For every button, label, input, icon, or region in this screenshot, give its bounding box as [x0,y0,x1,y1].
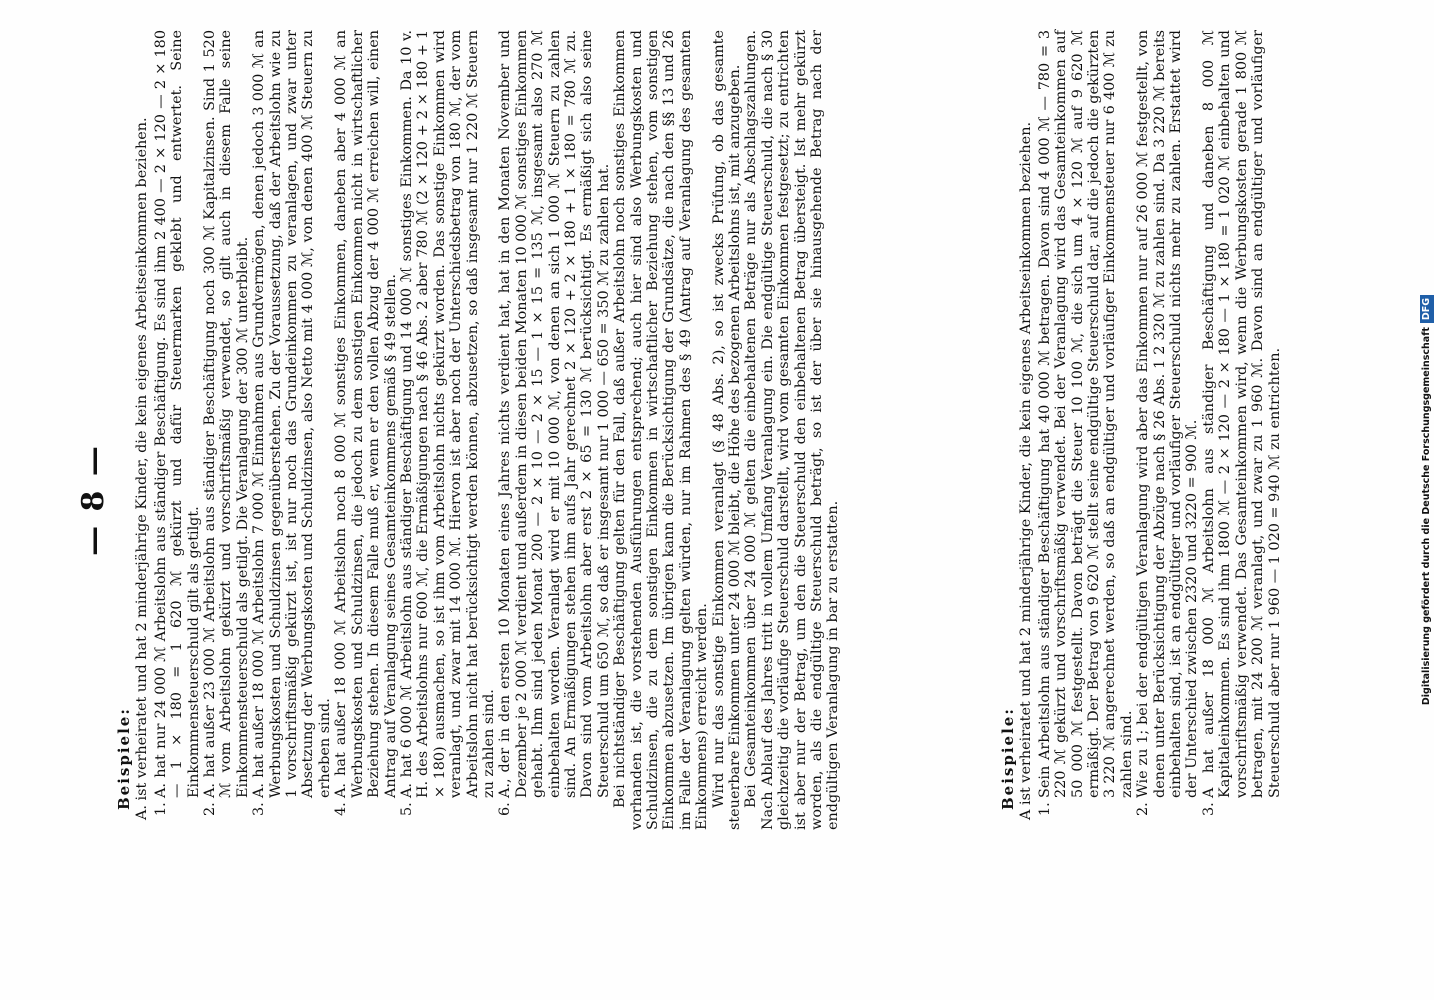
example-text: A. hat außer 23 000 ℳ Arbeitslohn aus ständiger Beschäftigung noch 300 ℳ Kapitalzinsen. Sind 1 520 ℳ vom Arbeitslohn gekürzt und vorschriftsmäßig verwendet, so gilt auch in diesem Falle seine Einkommensteuerschuld als getilgt. Die Veranlagung der 300 ℳ unterbleibt. [202,30,251,798]
section-heading: Beispiele: [999,707,1017,810]
example-number: 3. [251,802,268,816]
example-text: A. hat 6 000 ℳ Arbeitslohn aus ständiger Beschäftigung und 14 000 ℳ sonstiges Einkommen. Da 10 v. H. des Arbeitslohns nur 600 ℳ, die Ermäßigungen nach § 46 Abs. 2 aber 780 ℳ (2 × 120 + 2 × 180 + 1 × 180) ausmachen, so ist ihm vom Arbeitslohn nichts gekürzt worden. Das sonstige Einkommen wird veranlagt, und zwar mit 14 000 ℳ. Hiervon ist aber noch der Unterschiedsbetrag von 180 ℳ, der vom Arbeitslohn nicht hat berücksichtigt werden können, abzusetzen, so daß insgesamt nur 1 220 ℳ Steuern zu zahlen sind. [398,30,497,798]
example-text: Sein Arbeitslohn aus ständiger Beschäftigung hat 40 000 ℳ betragen. Davon sind 4 000 ℳ — 780 = 3 220 ℳ gekürzt und vorschriftsmäßig verwendet. Bei der Veranlagung wird das Gesamteinkommen auf 50 000 ℳ festgestellt. Davon beträgt die Steuer 10 100 ℳ, die sich um 4 × 120 ℳ auf 9 620 ℳ ermäßigt. Der Betrag von 9 620 ℳ stellt seine endgültige Steuerschuld dar, auf die jedoch die gekürzten 3 220 ℳ angerechnet werden, so daß an endgültiger und vorläufiger Einkommensteuer nur 6 400 ℳ zu zahlen sind. [1036,30,1135,798]
example-item [497,30,612,830]
example-item [202,30,251,830]
examples-section-2 [1000,30,1283,830]
example-number: 3. [1200,802,1217,816]
body-paragraph: Bei nichtständiger Beschäftigung gelten für den Fall, daß außer Arbeitslohn noch sonstiges Einkommen vorhanden ist, die vorstehenden Ausführungen entsprechend; auch hier sind also Werbungskosten und Schuldzinsen, die zu dem sonstigen Einkommen in wirtschaftlicher Beziehung stehen, vom sonstigen Einkommen abzusetzen. Im übrigen kann die Berücksichtigung der Grundsätze, die nach den §§ 13 und 26 im Falle der Veranlagung gelten würden, nur im Rahmen des § 49 (Antrag auf Veranlagung des gesamten Einkommens) erreicht werden. [612,30,711,830]
example-number: 6. [497,802,514,816]
body-paragraph: Bei Gesamteinkommen über 24 000 ℳ gelten die einbehaltenen Beträge nur als Abschlagszahlungen. Nach Ablauf des Jahres tritt in vollem Umfang Veranlagung ein. Die endgültige Steuerschuld, die nach § 30 gleichzeitig die vorläufige Steuerschuld darstellt, wird vom gesamten Einkommen festgesetzt; zu entrichten ist aber nur der Betrag, um den die Steuerschuld den einbehaltenen Betrag übersteigt. Ist mehr gekürzt worden, als die endgültige Steuerschuld beträgt, so ist der über sie hinausgehende Betrag nach der endgültigen Veranlagung in bar zu erstatten. [743,30,842,830]
section-intro: A ist verheiratet und hat 2 minderjährige Kinder, die kein eigenes Arbeitseinkommen beziehen. [1018,121,1035,820]
example-number: 1. [152,802,169,816]
example-item [399,30,497,830]
example-number: 2. [1135,802,1152,816]
example-text: A., der in den ersten 10 Monaten eines Jahres nichts verdient hat, hat in den Monaten November und Dezember je 2 000 ℳ verdient und außerdem in diesen beiden Monaten 10 000 ℳ sonstiges Einkommen gehabt. Ihm sind jeden Monat 200 — 2 × 10 — 2 × 15 — 1 × 15 = 135 ℳ, insgesamt also 270 ℳ einbehalten worden. Veranlagt wird er mit 10 000 ℳ, von denen an sich 1 000 ℳ Steuern zu zahlen sind. An Ermäßigungen stehen ihm aufs Jahr gerechnet 2 × 120 + 2 × 180 + 1 × 180 = 780 ℳ zu. Davon sind vom Arbeitslohn aber erst 2 × 65 = 130 ℳ berücksichtigt. Es ermäßigt sich also seine Steuerschuld um 650 ℳ, so daß er insgesamt nur 1 000 — 650 = 350 ℳ zu zahlen hat. [497,30,612,798]
example-text: A. hat außer 18 000 ℳ Arbeitslohn 7 000 ℳ Einnahmen aus Grundvermögen, denen jedoch 3 000 ℳ an Werbungskosten und Schuldzinsen gegenüberstehen. Zu der Voraussetzung, daß der Arbeitslohn wie zu 1 vorschriftsmäßig gekürzt ist, ist nur noch das Grundeinkommen zu veranlagen, und zwar unter Absetzung der Werbungskosten und Schuldzinsen, also Netto mit 4 000 ℳ, von denen 400 ℳ Steuern zu erheben sind. [251,30,333,798]
example-number: 2. [202,802,219,816]
page-number: — 8 — [76,444,111,556]
example-item [153,30,202,830]
example-item [333,30,399,830]
example-list [153,30,612,830]
example-number: 1. [1036,802,1053,816]
example-text: A. hat nur 24 000 ℳ Arbeitslohn aus ständiger Beschäftigung. Es sind ihm 2 400 — 2 × 120 — 2 × 180 — 1 × 180 = 1 620 ℳ gekürzt und dafür Steuermarken geklebt und entwertet. Seine Einkommensteuerschuld gilt als getilgt. [152,30,202,798]
example-text: A hat außer 18 000 ℳ Arbeitslohn aus ständiger Beschäftigung und daneben 8 000 ℳ Kapitaleinkommen. Es sind ihm 1800 ℳ — 2 × 120 — 2 × 180 — 1 × 180 = 1 020 ℳ einbehalten und vorschriftsmäßig verwendet. Das Gesamteinkommen wird, wenn die Werbungskosten gerade 1 800 ℳ betragen, mit 24 200 ℳ veranlagt, und zwar zu 1 960 ℳ. Davon sind an endgültiger und vorläufiger Steuerschuld aber nur 1 960 — 1 020 = 940 ℳ zu entrichten. [1200,30,1283,798]
example-item [1037,30,1135,830]
example-number: 5. [398,802,415,816]
example-text: Wie zu 1; bei der endgültigen Veranlagung wird aber das Einkommen nur auf 26 000 ℳ festgestellt, von denen unter Berücksichtigung der Abzüge nach § 26 Abs. 1 2 320 ℳ zu zahlen sind. Da 3 220 ℳ bereits einbehalten sind, ist an endgültiger und vorläufiger Steuerschuld nichts mehr zu zahlen. Erstattet wird der Unterschied zwischen 2320 und 3220 = 900 ℳ. [1135,30,1201,798]
example-text: A. hat außer 18 000 ℳ Arbeitslohn noch 8 000 ℳ sonstiges Einkommen, daneben aber 4 000 ℳ an Werbungskosten und Schuldzinsen, die jedoch zu dem sonstigen Einkommen nicht in wirtschaftlicher Beziehung stehen. In diesem Falle muß er, wenn er den vollen Abzug der 4 000 ℳ erreichen will, einen Antrag auf Veranlagung seines Gesamteinkommens gemäß § 49 stellen. [333,30,399,798]
dfg-logo: DFG [1420,295,1434,323]
example-item [1201,30,1283,830]
digitization-credit [1420,0,1434,1000]
example-item [1135,30,1201,830]
digitization-credit-text: Digitalisierung gefördert durch die Deutsche Forschungsgemeinschaft [1421,327,1432,706]
section-heading: Beispiele: [115,707,133,810]
body-paragraph: Wird nur das sonstige Einkommen veranlagt (§ 48 Abs. 2), so ist zwecks Prüfung, ob das gesamte steuerbare Einkommen unter 24 000 ℳ bleibt, die Höhe des bezogenen Arbeitslohns ist, mit anzugeben. [710,30,744,830]
examples-section-1 [116,30,842,830]
example-number: 4. [333,802,350,816]
example-item [251,30,333,830]
example-list [1037,30,1283,830]
section-intro: A. ist verheiratet und hat 2 minderjährige Kinder, die kein eigenes Arbeitseinkommen beziehen. [134,117,151,820]
